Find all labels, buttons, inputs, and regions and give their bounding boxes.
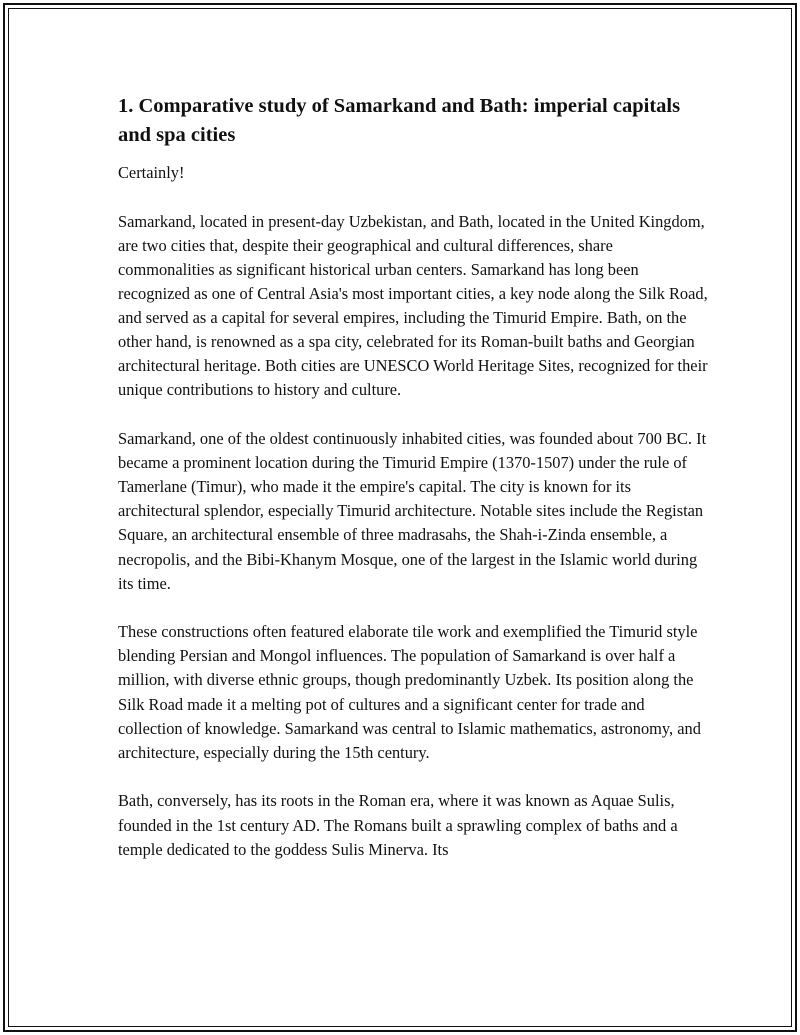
paragraph-overview: Samarkand, located in present-day Uzbekistan, and Bath, located in the United Kingdom, are two cities that, despite their geographical and cultural differences, share commonalities as significant historical urban centers. Samarkand has long been recognized as one of Central Asia's most important cities, a key node along the Silk Road, and served as a capital for several empires, including the Timurid Empire. Bath, on the other hand, is renowned as a spa city, celebrated for its Roman-built baths and Georgian architectural heritage. Both cities are UNESCO World Heritage Sites, recognized for their unique contributions to history and culture.: [118, 211, 708, 400]
paragraph-intro: Certainly!: [118, 163, 185, 182]
paragraph-samarkand-history: Samarkand, one of the oldest continuously inhabited cities, was founded about 700 BC. It became a prominent location during the Timurid Empire (1370-1507) under the rule of Tamerlane (Timur), who made it the empire's capital. The city is known for its architectural splendor, especially Timurid architecture. Notable sites include the Registan Square, an architectural ensemble of three madrasahs, the Shah-i-Zinda ensemble, a necropolis, and the Bibi-Khanym Mosque, one of the largest in the Islamic world during its time.: [118, 429, 707, 593]
document-body: [118, 92, 708, 886]
section-heading: 1. Comparative study of Samarkand and Bath: imperial capitals and spa cities: [118, 95, 681, 146]
paragraph-samarkand-culture: These constructions often featured elaborate tile work and exemplified the Timurid style blending Persian and Mongol influences. The population of Samarkand is over half a million, with diverse ethnic groups, though predominantly Uzbek. Its position along the Silk Road made it a melting pot of cultures and a significant center for trade and collection of knowledge. Samarkand was central to Islamic mathematics, astronomy, and architecture, especially during the 15th century.: [118, 622, 701, 762]
paragraph-bath-history: Bath, conversely, has its roots in the Roman era, where it was known as Aquae Sulis, founded in the 1st century AD. The Romans built a sprawling complex of baths and a temple dedicated to the goddess Sulis Minerva. Its: [118, 791, 678, 859]
